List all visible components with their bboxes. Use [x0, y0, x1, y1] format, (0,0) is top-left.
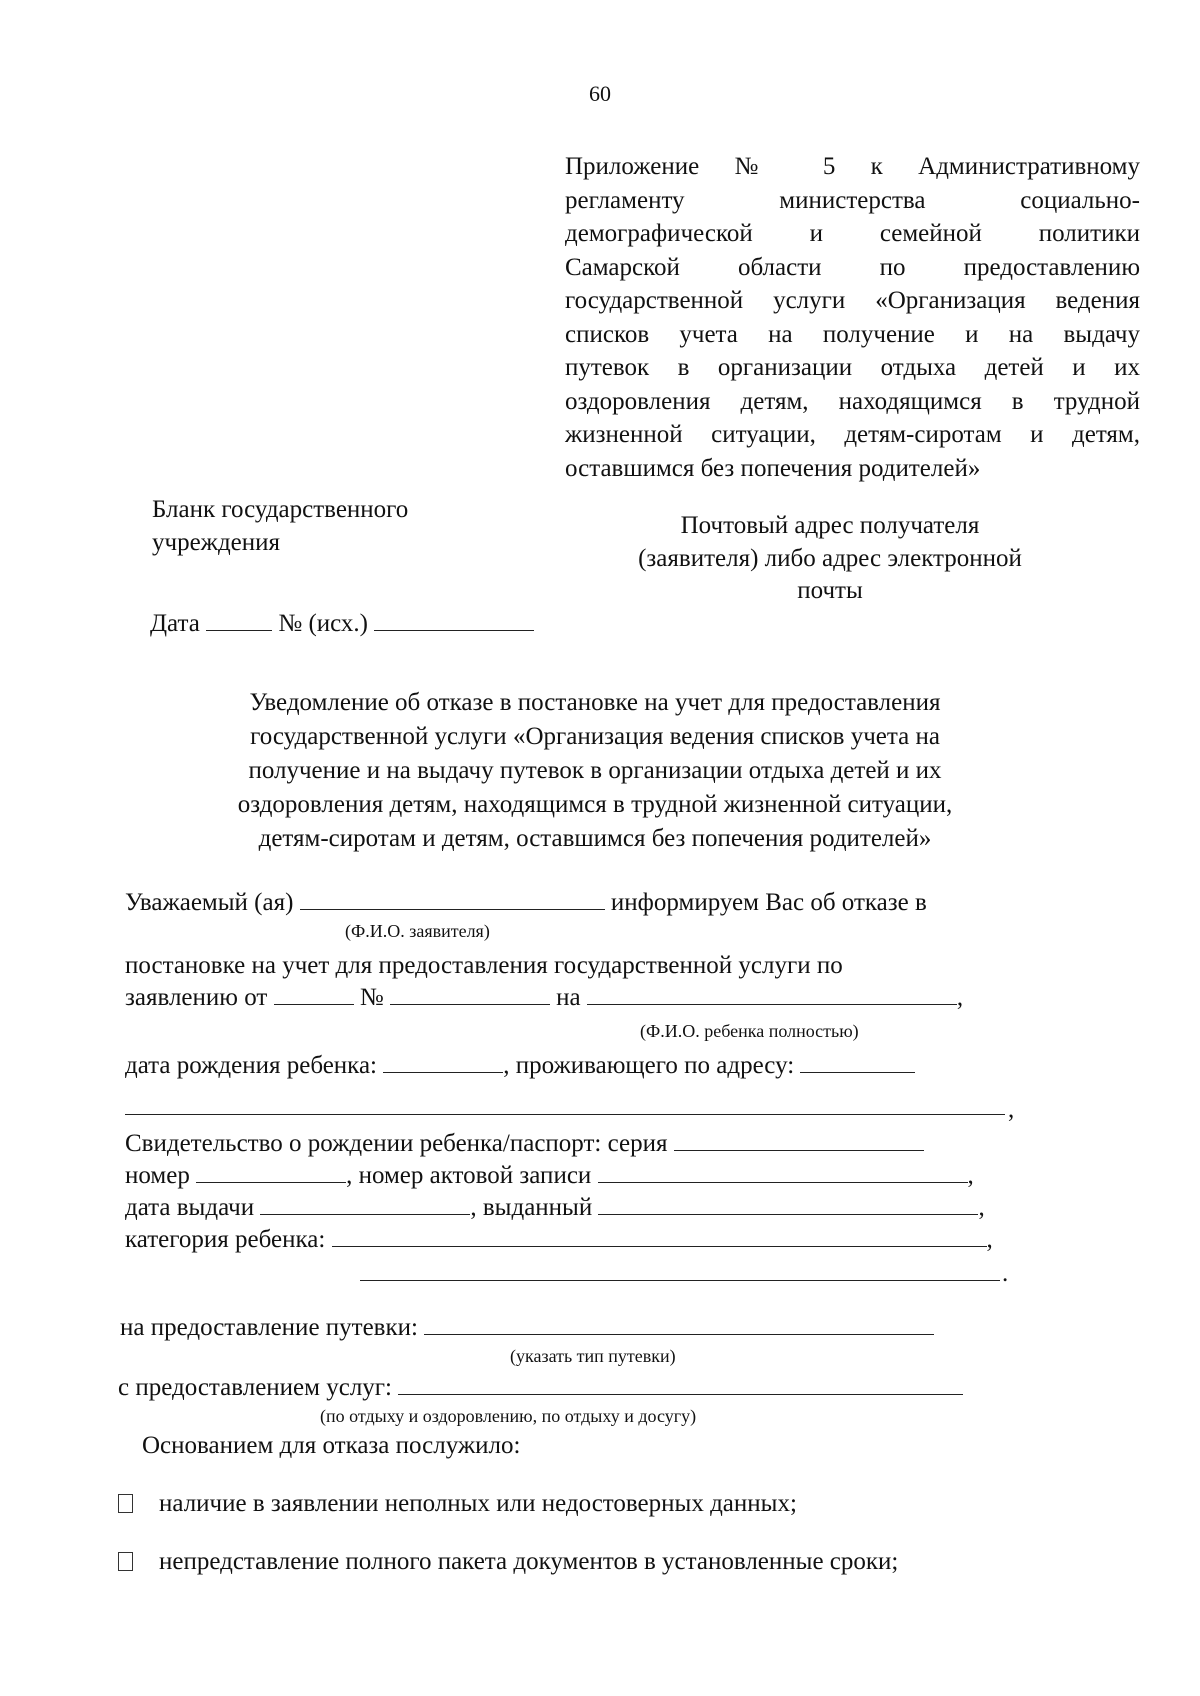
appendix-line: регламенту министерства социально- — [565, 186, 1140, 214]
dear-label: Уважаемый (ая) — [125, 889, 294, 916]
voucher-type-field — [424, 1314, 934, 1335]
letterhead-line: учреждения — [152, 528, 281, 556]
certificate-label: Свидетельство о рождении ребенка/паспорт: серия — [125, 1130, 668, 1157]
inform-text: информируем Вас об отказе в — [610, 889, 927, 916]
title-line: оздоровления детям, находящимся в трудной жизненной ситуации, — [237, 791, 953, 818]
period: . — [1002, 1260, 1009, 1287]
issue-date-label: дата выдачи — [125, 1194, 255, 1221]
notice-title — [160, 686, 1030, 856]
checkbox-icon[interactable] — [118, 1552, 133, 1571]
birth-row — [125, 1050, 915, 1081]
birth-date-field — [383, 1052, 503, 1073]
record-number-field — [598, 1162, 968, 1183]
issue-row: дата выдачи , выданный , — [125, 1194, 985, 1221]
number-row: номер , номер актовой записи , — [125, 1162, 974, 1189]
appendix-line: демографической и семейной политики — [565, 220, 1140, 247]
comma: , — [1008, 1096, 1015, 1123]
title-line: государственной услуги «Организация ведения списков учета на — [250, 723, 940, 750]
appendix-line: оставшимся без попечения родителей» — [565, 454, 981, 482]
page-number: 60 — [589, 81, 611, 106]
appendix-line: жизненной ситуации, детям-сиротам и детям, — [565, 421, 1140, 448]
record-number-label: , номер актовой записи — [346, 1162, 592, 1189]
application-row: заявлению от № на , — [125, 984, 964, 1011]
issued-by-field — [598, 1194, 978, 1215]
reason-text: наличие в заявлении неполных или недостоверных данных; — [159, 1490, 797, 1517]
body-line: постановке на учет для предоставления государственной услуги по — [125, 952, 843, 979]
address-field-line — [125, 1114, 1005, 1115]
institution-letterhead — [152, 494, 492, 559]
appendix-line: списков учета на получение и на выдачу — [565, 320, 1140, 348]
recipient-address — [585, 510, 1075, 608]
application-from-label: заявлению от — [125, 984, 268, 1011]
appendix-line: Приложение № 5 к Административному — [565, 153, 1140, 180]
child-name-field — [587, 984, 957, 1005]
appendix-line: путевок в организации отдыха детей и их — [565, 354, 1140, 381]
services-field — [398, 1374, 963, 1395]
reason-item — [118, 1546, 898, 1577]
certificate-number-field — [196, 1162, 346, 1183]
category-label: категория ребенка: — [125, 1226, 326, 1253]
on-label: на — [556, 984, 581, 1011]
date-label: Дата — [150, 610, 200, 637]
birth-date-label: дата рождения ребенка: — [125, 1052, 377, 1079]
category-row: категория ребенка: , — [125, 1226, 993, 1253]
child-hint: (Ф.И.О. ребенка полностью) — [640, 1021, 859, 1041]
address-line: Почтовый адрес получателя — [680, 512, 980, 539]
appendix-note — [565, 150, 1140, 485]
address-line: почты — [797, 577, 863, 604]
dear-row — [125, 887, 927, 918]
voucher-label: на предоставление путевки: — [120, 1314, 418, 1341]
date-field — [206, 610, 272, 631]
applicant-name-field — [300, 889, 605, 910]
appendix-line: оздоровления детям, находящимся в трудной — [565, 387, 1140, 415]
category-field-line — [360, 1280, 1000, 1281]
application-number-field — [390, 984, 550, 1005]
category-field — [332, 1226, 987, 1247]
appendix-line: Самарской области по предоставлению — [565, 253, 1140, 281]
title-line: Уведомление об отказе в постановке на учет для предоставления — [249, 689, 941, 716]
number-sign: № — [359, 984, 384, 1011]
applicant-hint: (Ф.И.О. заявителя) — [345, 921, 490, 941]
outgoing-number-field — [374, 610, 534, 631]
appendix-line: государственной услуги «Организация ведения — [565, 287, 1140, 314]
services-hint: (по отдыху и оздоровлению, по отдыху и досугу) — [320, 1406, 697, 1426]
date-number-row — [150, 608, 534, 639]
issue-date-field — [260, 1194, 470, 1215]
letterhead-line: Бланк государственного — [152, 496, 409, 523]
residing-label: , проживающего по адресу: — [503, 1052, 795, 1079]
services-label: с предоставлением услуг: — [118, 1374, 392, 1401]
issued-by-label: , выданный — [470, 1194, 593, 1221]
reason-text: непредставление полного пакета документов в установленные сроки; — [159, 1548, 899, 1575]
title-line: получение и на выдачу путевок в организации отдыха детей и их — [248, 757, 942, 784]
grounds-label: Основанием для отказа послужило: — [142, 1432, 521, 1459]
series-field — [674, 1130, 924, 1151]
number-label: номер — [125, 1162, 190, 1189]
title-line: детям-сиротам и детям, оставшимся без попечения родителей» — [258, 825, 932, 852]
outgoing-number-label: № (исх.) — [278, 610, 368, 637]
reason-item — [118, 1488, 797, 1519]
checkbox-icon[interactable] — [118, 1494, 133, 1513]
voucher-row — [120, 1312, 934, 1343]
address-line: (заявителя) либо адрес электронной — [638, 544, 1022, 572]
services-row — [118, 1372, 963, 1403]
address-field — [800, 1052, 915, 1073]
voucher-hint: (указать тип путевки) — [510, 1346, 676, 1366]
application-date-field — [274, 984, 354, 1005]
certificate-row — [125, 1128, 924, 1159]
